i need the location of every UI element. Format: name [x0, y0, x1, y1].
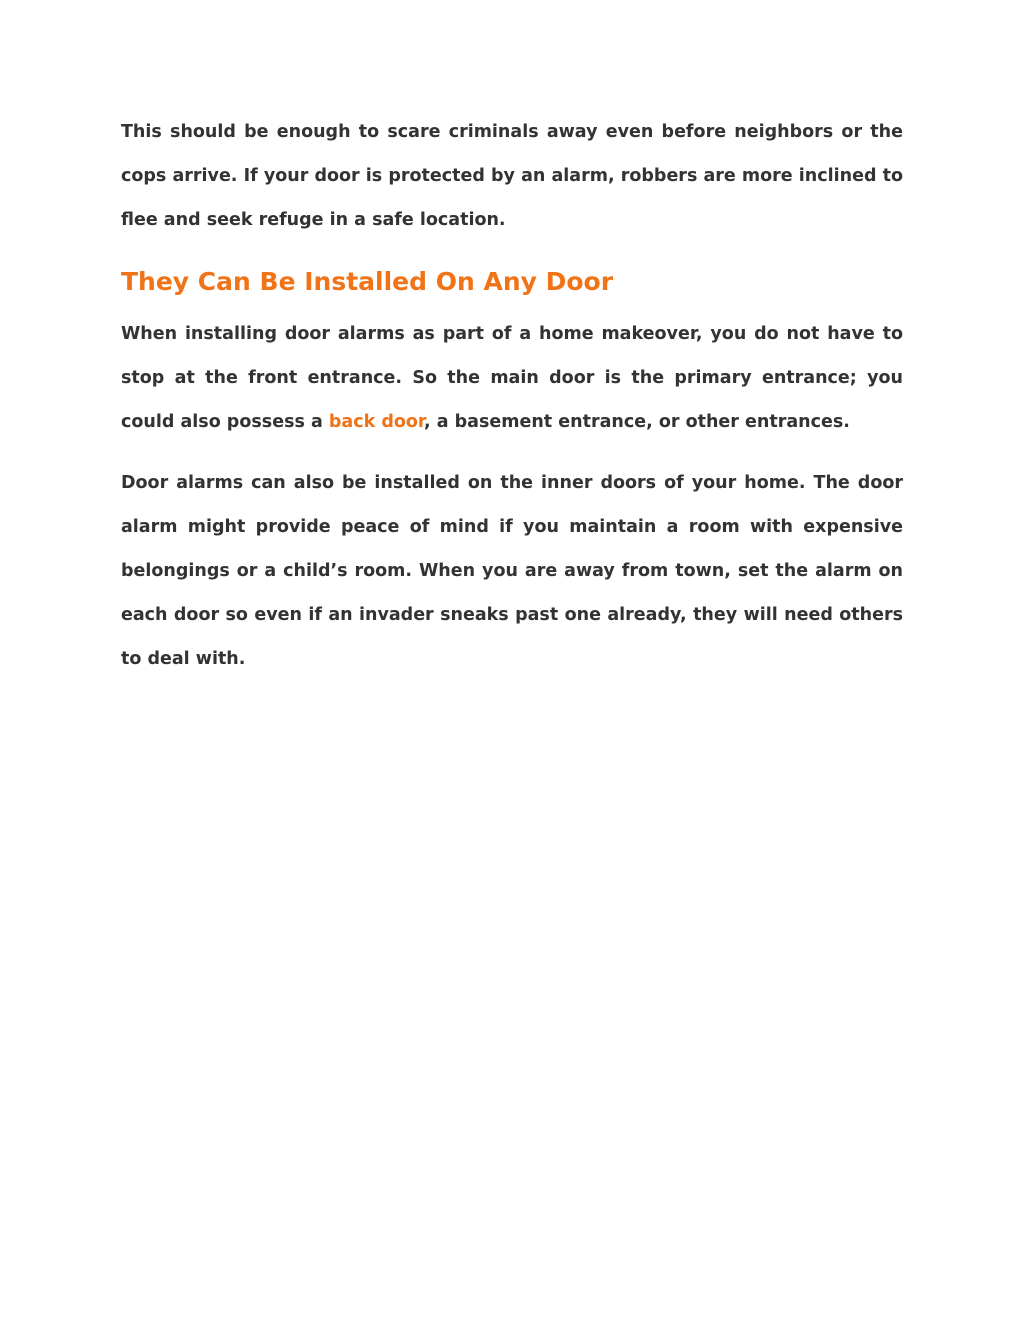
back-door-link[interactable]: back door — [328, 412, 424, 432]
paragraph-inner-doors: Door alarms can also be installed on the inner doors of your home. The door alarm might provide peace of mind if you maintain a room with expensive belongings or a child’s room. When you are away from town, set the alarm on each door so even if an invader sneaks past one already, they will need others to deal with. — [121, 473, 903, 669]
paragraph-installing-door-alarms — [121, 312, 903, 444]
section-heading: They Can Be Installed On Any Door — [121, 267, 614, 296]
document-page — [121, 110, 903, 681]
paragraph-criminals-scared: This should be enough to scare criminals away even before neighbors or the cops arrive. If your door is protected by an alarm, robbers are more inclined to flee and seek refuge in a safe location. — [121, 122, 903, 230]
paragraph-text-after-link: , a basement entrance, or other entrances. — [423, 412, 850, 432]
paragraph-text-before-link: When installing door alarms as part of a home makeover, you do not have to stop at the front entrance. So the main door is the primary entrance; you could also possess a — [121, 324, 903, 432]
